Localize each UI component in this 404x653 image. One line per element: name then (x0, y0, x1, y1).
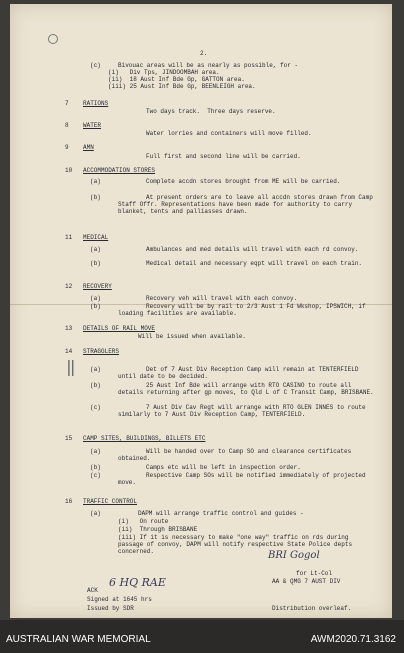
item-label: (a) (90, 448, 101, 455)
section-text: Full first and second line will be carried. (146, 153, 301, 160)
item-label: (a) (90, 366, 101, 373)
section-number: 13 (65, 325, 73, 332)
traffic-item: (iii) If it is necessary to make "one way" traffic on rds during passage of convoy, DAPM will notify respective State Police depts concerned. (118, 534, 353, 555)
item-text: 25 Aust Inf Bde will arrange with RTO CASINO to route all details returning after gp moves, to Qld L of C Transit Camp, BRISBANE. (118, 382, 374, 396)
item-text: Recovery will be by rail to 2/3 Aust 1 Fd Wkshop, IPSWICH, if loading facilities are available. (118, 303, 366, 317)
section-heading: STRAGGLERS (83, 348, 120, 355)
section-text: Two days track. Three days reserve. (146, 108, 276, 115)
item-text: Camps etc will be left in inspection order. (146, 464, 301, 471)
bivouac-line: (iii) 25 Aust Inf Bde Gp, BEENLEIGH area. (108, 83, 256, 90)
signature-role: AA & QMG 7 AUST DIV (272, 578, 341, 585)
punch-hole-icon (48, 34, 58, 44)
item-text: 7 Aust Div Cav Regt will arrange with RTO GLEN INNES to route similarly to 7 Aust Div Reception Camp, TENTERFIELD. (118, 404, 366, 418)
traffic-item: (i) On route (118, 518, 169, 525)
page-number: 2. (200, 50, 208, 57)
item-text: Respective Camp SOs will be notified immediately of projected move. (118, 472, 366, 486)
item-text: Medical detail and necessary eqpt will travel on each train. (146, 260, 363, 267)
section-heading: AMN (83, 144, 94, 151)
archive-footer (0, 620, 404, 653)
section-heading: MEDICAL (83, 234, 109, 241)
item-text: Complete accdn stores brought from ME will be carried. (146, 178, 341, 185)
item-label: (c) (90, 62, 101, 69)
section-heading: RECOVERY (83, 283, 112, 290)
bivouac-line: (ii) 18 Aust Inf Bde Gp, GATTON area. (108, 76, 245, 83)
section-number: 11 (65, 234, 73, 241)
item-label: (c) (90, 472, 101, 479)
signature-rank: for Lt-Col (296, 570, 333, 577)
section-text: Water lorries and containers will move filled. (146, 130, 312, 137)
document-page (10, 4, 392, 618)
section-number: 10 (65, 167, 73, 174)
section-text: Will be issued when available. (138, 333, 247, 340)
section-heading: RATIONS (83, 100, 109, 107)
section-number: 12 (65, 283, 73, 290)
item-text: Will be handed over to Camp SO and clearance certificates obtained. (118, 448, 352, 462)
section-heading: CAMP SITES, BUILDINGS, BILLETS ETC (83, 435, 206, 442)
item-label: (a) (90, 295, 101, 302)
item-label: (c) (90, 404, 101, 411)
item-text: DAPM will arrange traffic control and guides - (138, 510, 304, 517)
section-heading: DETAILS OF RAIL MOVE (83, 325, 156, 332)
item-text: Det of 7 Aust Div Reception Camp will remain at TENTERFIELD until date to be decided. (118, 366, 359, 380)
item-label: (b) (90, 194, 101, 201)
item-label: (b) (90, 260, 101, 267)
issued-by: Issued by SDR (87, 605, 134, 612)
distribution-note: Distribution overleaf. (272, 605, 352, 612)
bivouac-line: Bivouac areas will be as nearly as possible, for - (118, 62, 299, 69)
section-number: 15 (65, 435, 73, 442)
margin-mark-icon: ‖ (66, 359, 76, 377)
section-number: 8 (65, 122, 69, 129)
section-number: 14 (65, 348, 73, 355)
section-number: 16 (65, 498, 73, 505)
item-label: (b) (90, 303, 101, 310)
bivouac-line: (i) Div Tps, JINDOOMBAH area. (108, 69, 220, 76)
footer-accession: AWM2020.71.3162 (310, 634, 396, 645)
item-label: (b) (90, 382, 101, 389)
handwritten-ack: 6 HQ RAE (109, 576, 166, 589)
item-label: (a) (90, 246, 101, 253)
handwritten-signature: BRI Gogol (268, 550, 320, 561)
item-text: Recovery veh will travel with each convoy. (146, 295, 298, 302)
item-text: Ambulances and med details will travel with each rd convoy. (146, 246, 359, 253)
ack-label: ACK (87, 587, 98, 594)
traffic-item: (ii) Through BRISBANE (118, 526, 198, 533)
section-number: 7 (65, 100, 69, 107)
section-number: 9 (65, 144, 69, 151)
section-heading: WATER (83, 122, 102, 129)
item-label: (a) (90, 510, 101, 517)
signed-time: Signed at 1645 hrs (87, 596, 152, 603)
item-label: (b) (90, 464, 101, 471)
footer-institution: AUSTRALIAN WAR MEMORIAL (6, 634, 151, 645)
item-label: (a) (90, 178, 101, 185)
section-heading: TRAFFIC CONTROL (83, 498, 138, 505)
section-heading: ACCOMMODATION STORES (83, 167, 156, 174)
item-text: At present orders are to leave all accdn stores drawn from Camp Staff Offr. Representations have been made for authority to carry blanket, tents and palliasses drawn. (118, 194, 373, 215)
